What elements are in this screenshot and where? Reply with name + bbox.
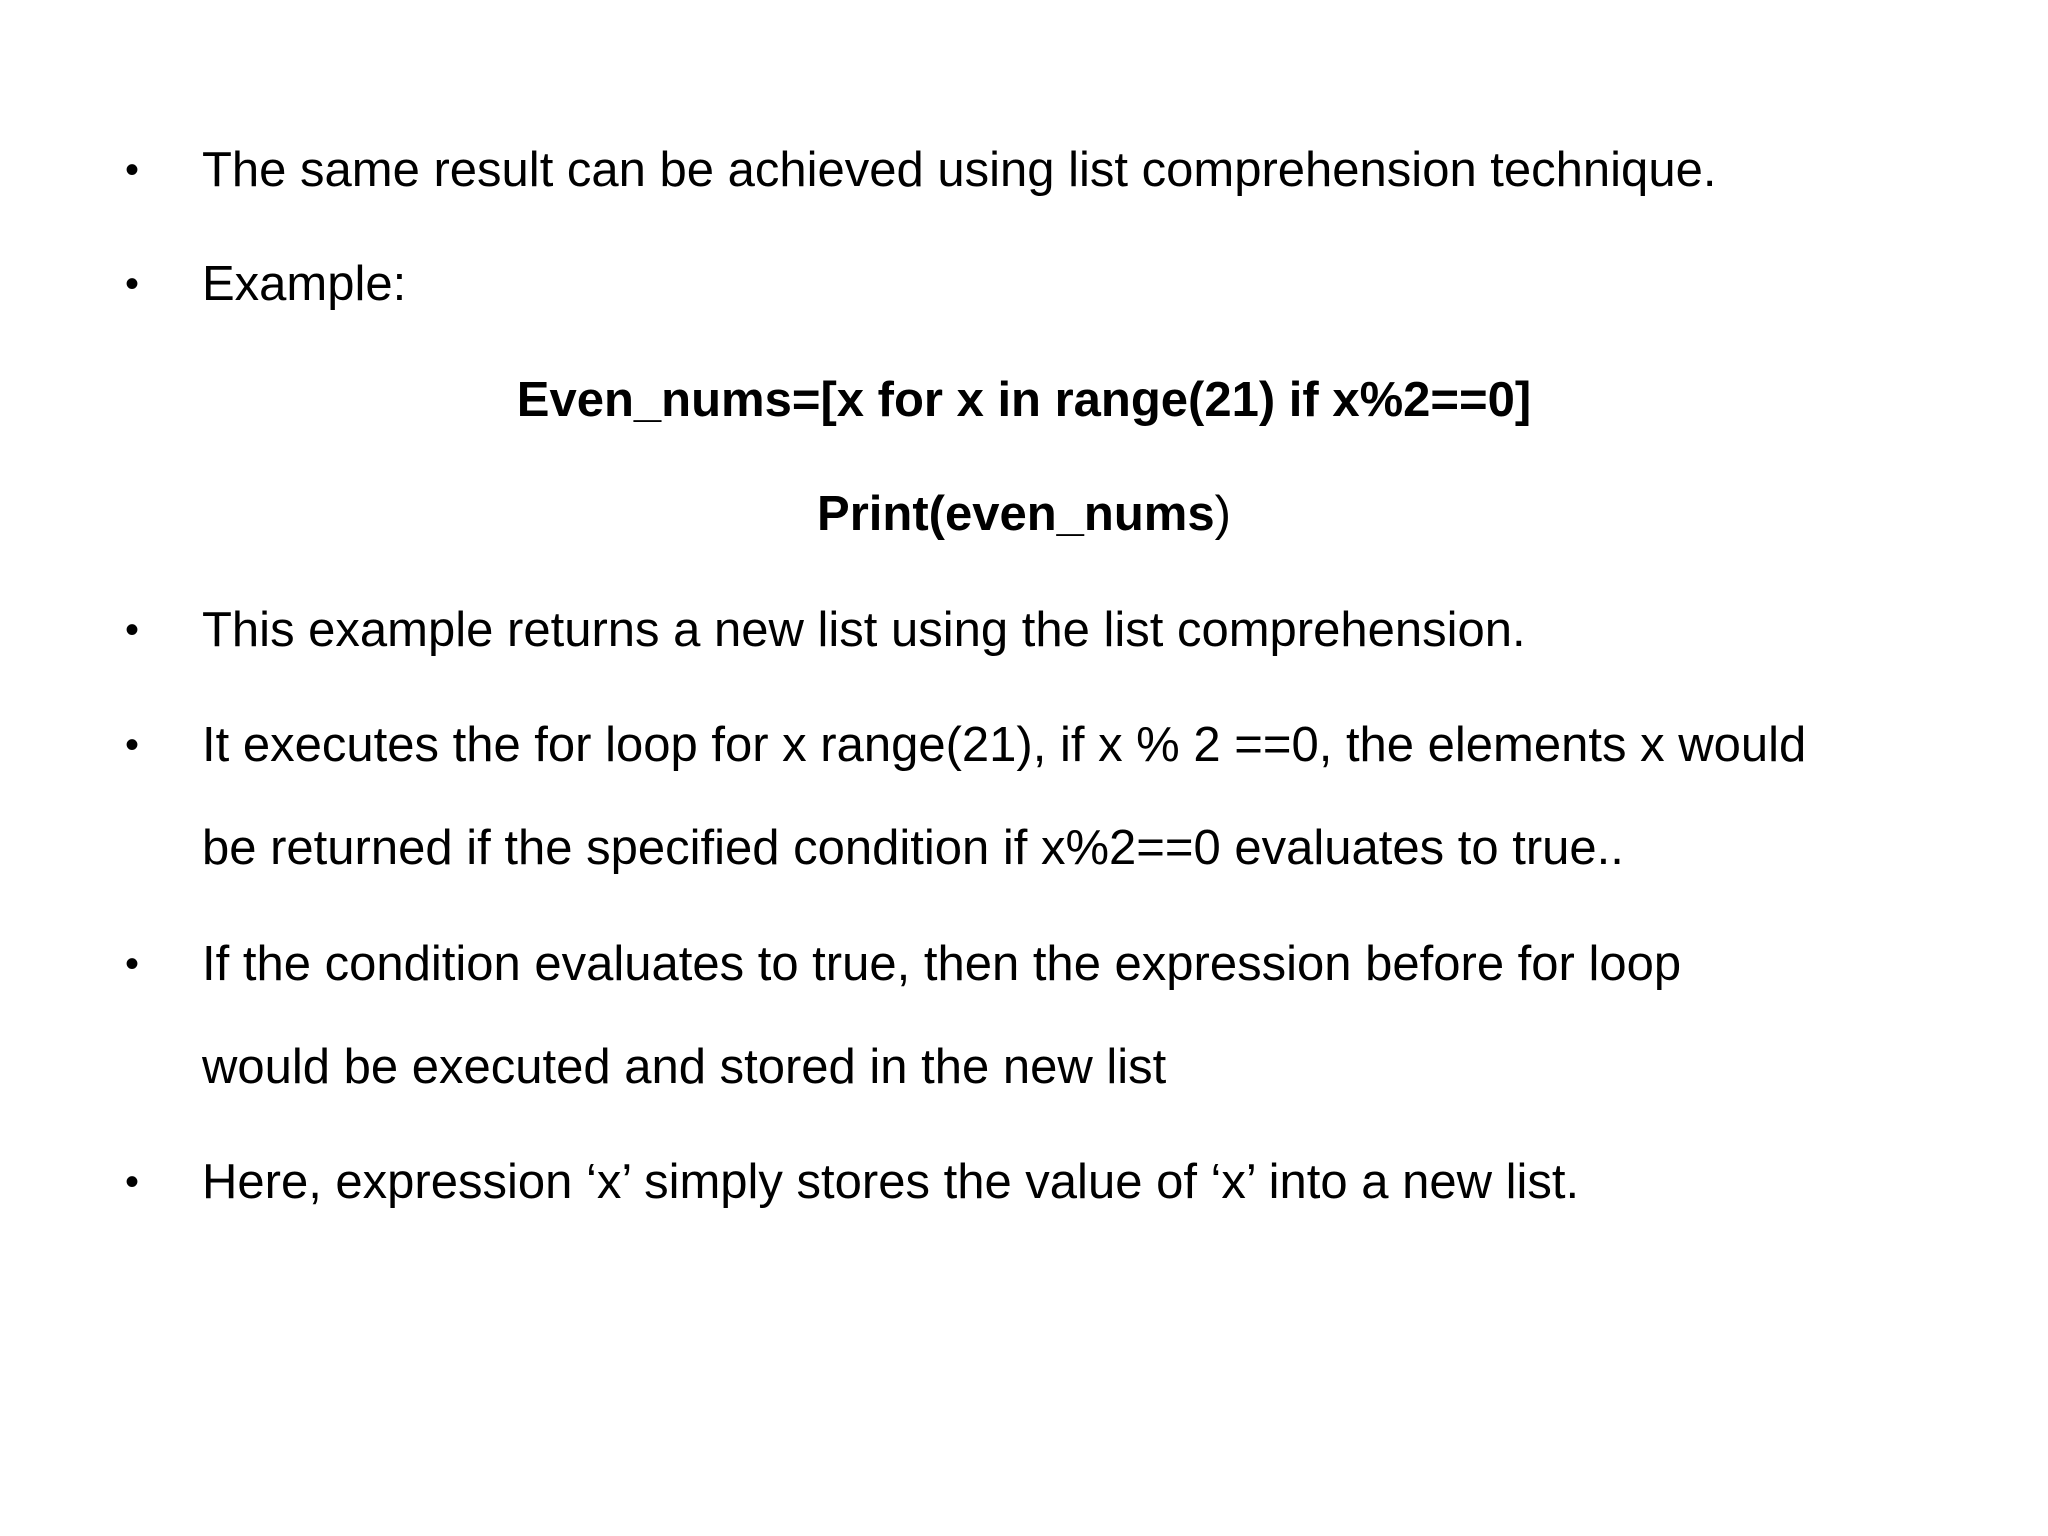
code-line-1-text: Even_nums=[x for x in range(21) if x%2==0] (516, 373, 1532, 427)
bullet-text-returns-new-list: This example returns a new list using the list comprehension. (202, 603, 1526, 657)
bullet-marker: • (125, 1160, 140, 1204)
bullet-text-condition-line-1: If the condition evaluates to true, then the expression before for loop (202, 937, 1682, 991)
bullet-marker: • (125, 148, 140, 192)
bullet-text-condition-line-2: would be executed and stored in the new list (202, 1040, 1167, 1094)
bullet-text-same-result: The same result can be achieved using list comprehension technique. (202, 143, 1717, 197)
bullet-text-expression-x: Here, expression ‘x’ simply stores the value of ‘x’ into a new list. (202, 1155, 1580, 1209)
bullet-marker: • (125, 942, 140, 986)
bullet-text-example: Example: (202, 257, 407, 311)
bullet-text-executes-line-2: be returned if the specified condition if x%2==0 evaluates to true.. (202, 821, 1624, 875)
code-line-2-bold: Print(even_nums (817, 487, 1215, 541)
bullet-text-executes-line-1: It executes the for loop for x range(21), if x % 2 ==0, the elements x would (202, 718, 1807, 772)
code-line-1 (0, 370, 2048, 430)
code-line-2 (0, 484, 2048, 544)
bullet-marker: • (125, 262, 140, 306)
bullet-marker: • (125, 608, 140, 652)
bullet-marker: • (125, 723, 140, 767)
code-line-2-tail: ) (1214, 487, 1231, 541)
